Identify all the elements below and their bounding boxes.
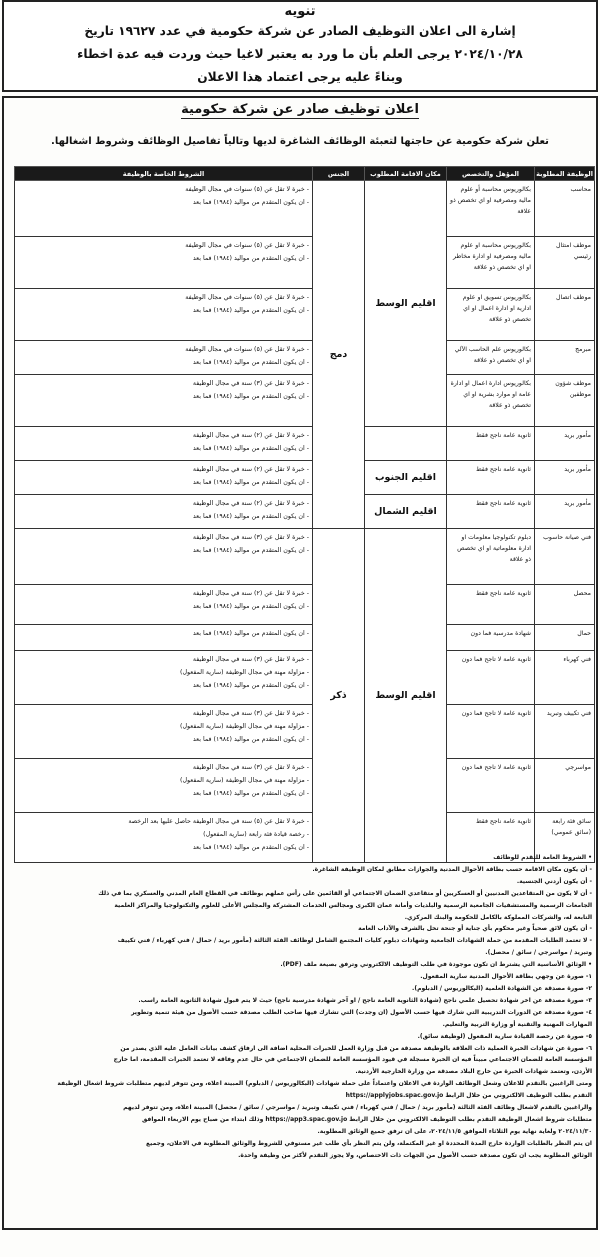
job-title: مواسرجي <box>535 759 595 813</box>
table-row <box>15 759 595 813</box>
job-qualification: شهادة مدرسية فما دون <box>447 625 535 651</box>
table-row <box>15 427 595 461</box>
job-requirements: - خبرة لا تقل عن (٣) سنة في مجال الوظيفة - ان يكون المتقدم من مواليد (١٩٨٤) فما بعد <box>15 375 313 427</box>
job-requirements: - خبرة لا تقل عن (٣) سنة في مجال الوظيفة - مزاولة مهنة في مجال الوظيفة (سارية المفعول) - ان يكون المتقدم من مواليد (١٩٨٤) فما بعد <box>15 651 313 705</box>
job-title: فني تكييف وتبريد <box>535 705 595 759</box>
job-requirements: - خبرة لا تقل عن (٢) سنة في مجال الوظيفة - ان يكون المتقدم من مواليد (١٩٨٤) فما بعد <box>15 427 313 461</box>
condition-line: ٢- صورة مصدقة عن الشهادة العلمية (البكالوريوس / الدبلوم). <box>412 984 592 992</box>
table-row <box>15 651 595 705</box>
condition-line: - أن يكون أردني الجنسية. <box>516 877 592 885</box>
table-row <box>15 237 595 289</box>
jobs-table <box>14 166 595 863</box>
condition-line: • الوثائق الأساسية التي يشترط ان تكون موجودة في طلب التوظيف الالكتروني وترفق بصيغة ملف (PDF). <box>280 961 592 969</box>
condition-line: ومتى الراغبين بالتقدم للاعلان وشغل الوظائف الواردة في الاعلان واعتماداً على حملة شهادات (البكالوريوس / الدبلوم) المبينة اعلاه، ومن تتوفر لديهم متطلبات شروط اشغال الوظيفة <box>57 1080 592 1088</box>
job-requirements: - خبرة لا تقل عن (٥) سنوات في مجال الوظيفة - ان يكون المتقدم من مواليد (١٩٨٤) فما بعد <box>15 289 313 341</box>
job-qualification: ثانوية عامة ناجح فقط <box>447 813 535 863</box>
table-row <box>15 585 595 625</box>
job-qualification: دبلوم تكنولوجيا معلومات او ادارة معلوماتية او اي تخصص ذو علاقة <box>447 529 535 585</box>
region-cell: اقليم الجنوب <box>365 461 447 495</box>
table-row <box>15 625 595 651</box>
notice-line-1: إشارة الى اعلان التوظيف الصادر عن شركة حكومية في عدد ١٩٦٢٧ تاريخ <box>84 24 516 38</box>
condition-line: وتبريد / مواسرجي / سائق / محصل). <box>485 949 592 957</box>
job-title: فني كهرباء <box>535 651 595 705</box>
announcement-title: اعلان توظيف صادر عن شركة حكومية <box>181 102 419 117</box>
job-title: مأمور بريد <box>535 495 595 529</box>
condition-line: المهارات المهنية والتقنية أو وزارة التربية والتعليم. <box>442 1020 592 1028</box>
job-qualification: بكالوريوس تسويق او علوم ادارية او ادارة اعمال او اي تخصص ذو علاقة <box>447 289 535 341</box>
header-qualification: المؤهل والتخصص <box>447 167 535 181</box>
table-row <box>15 289 595 341</box>
condition-line: ١- صورة عن وجهي بطاقة الأحوال المدنية سارية المفعول. <box>420 973 592 981</box>
table-row <box>15 341 595 375</box>
condition-line: - أن يكون مكان الاقامة حسب بطاقة الأحوال المدنية والجوازات مطابق لمكان الوظيفة الشاغرة. <box>312 865 592 873</box>
job-title: موظف شؤون موظفين <box>535 375 595 427</box>
gender-cell: دمج <box>313 181 365 529</box>
header-requirements: الشروط الخاصة بالوظيفة <box>15 167 313 181</box>
table-row <box>15 181 595 237</box>
condition-line: ٥- صورة عن رخصة القيادة سارية المفعول (لوظيفة سائق). <box>417 1032 592 1040</box>
job-requirements: - خبرة لا تقل عن (٥) سنوات في مجال الوظيفة - ان يكون المتقدم من مواليد (١٩٨٤) فما بعد <box>15 181 313 237</box>
job-title: موظف امتثال رئيسي <box>535 237 595 289</box>
condition-line: ٢٠٢٤/١١/٣٠ ولغاية نهاية يوم الثلاثاء الموافق ٢٠٢٤/١١/٥، على ان ترفق جميع الوثائق المطلوبة. <box>317 1127 592 1135</box>
header-job: الوظيفة المطلوبة <box>535 167 595 181</box>
job-title: مأمور بريد <box>535 427 595 461</box>
job-qualification: ثانوية عامة لا تاجح فما دون <box>447 651 535 705</box>
condition-line: ٦- صورة عن شهادات الخبرة العملية ذات العلاقة بالوظيفة مصدقة من قبل وزارة العمل للخبرات المحلية اضافة الى ارفاق كشف بيانات العامل عليه الذي يصدر من <box>120 1044 592 1052</box>
table-row <box>15 461 595 495</box>
job-qualification: بكالوريوس علم الحاسب الآلي او اي تخصص ذو علاقة <box>447 341 535 375</box>
job-requirements: - خبرة لا تقل عن (٥) سنوات في مجال الوظيفة - ان يكون المتقدم من مواليد (١٩٨٤) فما بعد <box>15 341 313 375</box>
condition-line: - أن يكون لائق صحياً وغير محكوم بأي جناية أو جنحة تخل بالشرف والآداب العامة <box>358 925 592 933</box>
condition-line: - لا تعتمد الطلبات المقدمة من حملة الشهادات الجامعية وشهادات دبلوم كليات المجتمع الشامل لوظائف الفئة الثالثة (مأمور بريد / حمال / فني كهرباء / فني تكييف <box>117 937 592 945</box>
notice-title: تنويه <box>284 4 316 19</box>
job-title: محصل <box>535 585 595 625</box>
condition-line: ان يتم النظر بالطلبات الواردة خارج المدة المحددة او غير المكتملة، ولن يتم النظر بأي طلب غير مستوفي للشروط والوثائق المطلوبة في الاعلان، وجميع <box>146 1139 592 1147</box>
job-qualification: ثانوية عامة لا تاجح فما دون <box>447 705 535 759</box>
table-row <box>15 495 595 529</box>
condition-line: • الشروط العامة للتقدم للوظائف <box>493 854 592 861</box>
job-requirements: - خبرة لا تقل عن (٢) سنة في مجال الوظيفة - ان يكون المتقدم من مواليد (١٩٨٤) فما بعد <box>15 495 313 529</box>
table-row <box>15 375 595 427</box>
job-qualification: ثانوية عامة لا تاجح فما دون <box>447 759 535 813</box>
job-requirements: - ان يكون المتقدم من مواليد (١٩٨٤) فما بعد <box>15 625 313 651</box>
job-qualification: ثانوية عامة ناجح فقط <box>447 461 535 495</box>
job-title: موظف اتصال <box>535 289 595 341</box>
job-requirements: - خبرة لا تقل عن (٣) سنة في مجال الوظيفة - مزاولة مهنة في مجال الوظيفة (سارية المفعول) - ان يكون المتقدم من مواليد (١٩٨٤) فما بعد <box>15 705 313 759</box>
correction-notice <box>2 0 598 92</box>
condition-line: الأردن، وتعتمد شهادات الخبرة من خارج البلاد مصدقة من وزارة الخارجية الأردنية. <box>355 1068 592 1076</box>
table-header-row <box>15 167 595 181</box>
job-requirements: - خبرة لا تقل عن (٣) سنة في مجال الوظيفة - ان يكون المتقدم من مواليد (١٩٨٤) فما بعد <box>15 529 313 585</box>
job-title: فني صيانة حاسوب <box>535 529 595 585</box>
announcement-intro: تعلن شركة حكومية عن حاجتها لتعبئة الوظائف الشاغرة لديها وتالياً تفاصيل الوظائف وشروط اشغالها. <box>51 136 549 147</box>
condition-line: متطلبات شروط اشغال الوظيفة التقدم بطلب التوظيف الالكتروني من خلال الرابط https://app3.spac.gov.jo وذلك ابتداء من صباح يوم الاربعاء الموافق <box>142 1115 592 1123</box>
region-cell: اقليم الشمال <box>365 495 447 529</box>
condition-line: ٣- صورة مصدقة عن اخر شهادة تحصيل علمي ناجح (شهادة الثانوية العامة ناجح / او آخر شهادة مدرسية ناجح) حيث لا يتم قبول شهادة الثانوية العامة راسب. <box>138 996 592 1004</box>
gender-cell: ذكر <box>313 529 365 863</box>
header-region: مكان الاقامة المطلوب <box>365 167 447 181</box>
condition-line: ٤- صورة مصدقة عن الدورات التدريبية التي شارك فيها حسب الأصول (ان وجدت) التي تشارك فيها صاحب الطلب مصدقة حسب الأصول من هيئة تنمية وتطوير <box>131 1008 592 1016</box>
job-requirements: - خبرة لا تقل عن (٣) سنة في مجال الوظيفة - مزاولة مهنة في مجال الوظيفة (سارية المفعول) - ان يكون المتقدم من مواليد (١٩٨٤) فما بعد <box>15 759 313 813</box>
notice-line-3: وبناءً عليه يرجى اعتماد هذا الاعلان <box>197 70 403 84</box>
region-cell: اقليم الوسط <box>365 529 447 863</box>
region-cell: اقليم الوسط <box>365 181 447 427</box>
condition-line: التابعة له، والشركات المملوكة بالكامل للحكومة والبنك المركزي. <box>404 913 592 921</box>
job-requirements: - خبرة لا تقل عن (٢) سنة في مجال الوظيفة - ان يكون المتقدم من مواليد (١٩٨٤) فما بعد <box>15 461 313 495</box>
condition-line: الجامعات الرسمية والمستشفيات الجامعية الرسمية والبلديات وأمانة عمان الكبرى ومجالس الخدمات المشتركة والمجلس الأعلى للعلوم والتكنولوجيا والمراكز العلمية <box>114 901 592 909</box>
job-requirements: - خبرة لا تقل عن (٥) سنوات في مجال الوظيفة - ان يكون المتقدم من مواليد (١٩٨٤) فما بعد <box>15 237 313 289</box>
notice-line-2: ٢٠٢٤/١٠/٢٨ يرجى العلم بأن ما ورد به يعتبر لاغيا حيث وردت فيه عدة اخطاء <box>77 47 523 61</box>
job-title: مأمور بريد <box>535 461 595 495</box>
region-cell <box>365 427 447 461</box>
condition-line: - أن لا يكون من المتقاعدين المدنيين أو العسكريين أو متقاعدي الضمان الاجتماعي أو القائمين على رأس عملهم بوظائف في القطاع العام المدني والعسكري بما في ذلك <box>98 889 592 897</box>
job-qualification: بكالوريوس محاسبة او علوم مالية ومصرفية او ادارة مخاطر او اي تخصص ذو علاقة <box>447 237 535 289</box>
job-requirements: - خبرة لا تقل عن (٥) سنة في مجال الوظيفة حاصل عليها بعد الرخصة - رخصة قيادة فئة رابعة (سارية المفعول) - ان يكون المتقدم من مواليد (١٩٨٤) فما بعد <box>15 813 313 863</box>
table-row <box>15 529 595 585</box>
header-gender: الجنس <box>313 167 365 181</box>
job-title: حمال <box>535 625 595 651</box>
condition-line: والراغبين بالتقدم لاشغال وظائف الفئة الثالثة (مأمور بريد / حمال / فني كهرباء / فني تكييف وتبريد / مواسرجي / سائق / محصل) المبينة اعلاه، ومن تتوفر لديهم <box>123 1104 592 1112</box>
table-row <box>15 705 595 759</box>
condition-line: الوثائق المطلوبة يجب ان تكون مصدقة حسب الأصول من الجهات ذات الاختصاص، ولا يجوز التقدم لأكثر من وظيفة واحدة. <box>238 1151 592 1159</box>
condition-line: التقدم بطلب التوظيف الالكتروني من خلال الرابط https://applyjobs.spac.gov.jo <box>345 1092 592 1100</box>
job-title: محاسب <box>535 181 595 237</box>
job-title: مبرمج <box>535 341 595 375</box>
job-qualification: بكالوريوس ادارة اعمال او ادارة عامة او موارد بشرية او اي تخصص ذو علاقة <box>447 375 535 427</box>
job-qualification: ثانوية عامة ناجح فقط <box>447 495 535 529</box>
job-title: سائق فئة رابعة (سائق عمومي) <box>535 813 595 863</box>
condition-line: المؤسسة العامة للضمان الاجتماعي مبيناً فيه ان الخبرة مسجلة في قيود المؤسسة العامة للضمان الاجتماعي في حال عدم وفاقه لا تعتمد الخبرات المقدمة، اما خارج <box>113 1056 592 1064</box>
job-requirements: - خبرة لا تقل عن (٢) سنة في مجال الوظيفة - ان يكون المتقدم من مواليد (١٩٨٤) فما بعد <box>15 585 313 625</box>
job-qualification: ثانوية عامة ناجح فقط <box>447 427 535 461</box>
job-qualification: بكالوريوس محاسبة أو علوم مالية ومصرفية او اي تخصص ذو علاقة <box>447 181 535 237</box>
general-conditions <box>0 852 598 1246</box>
job-qualification: ثانوية عامة ناجح فقط <box>447 585 535 625</box>
